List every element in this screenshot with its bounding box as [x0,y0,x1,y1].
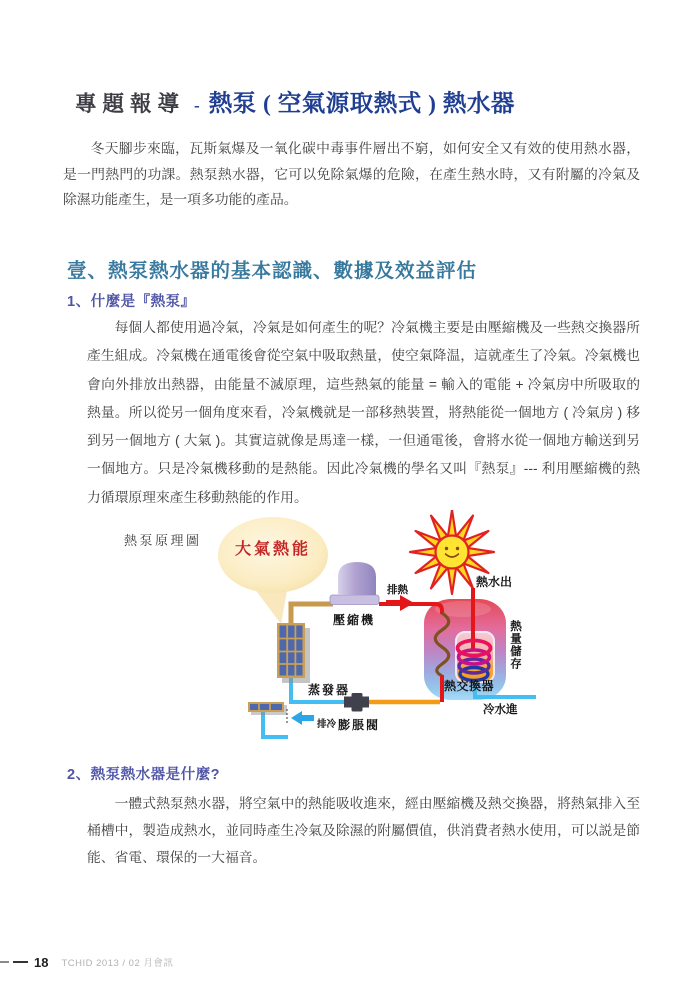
exhaust-heat-arrow [386,595,414,611]
page-header [75,84,515,118]
page-number: 18 [34,954,49,970]
section-heading: 壹、熱泵熱水器的基本認識、數據及效益評估 [67,260,478,282]
auxiliary-panel [248,702,287,715]
atmospheric-heat-label: 大氣熱能 [234,541,311,558]
evaporator-label: 蒸發器 [308,683,351,697]
q2-paragraph: 一體式熱泵熱水器，將空氣中的熱能吸收進來，經由壓縮機及熱交換器，將熱氣排入至桶槽中，製造成熱水，並同時產生冷氣及除濕的附屬價值，供消費者熱水使用，可以説是節能、省電、環保的一大福音。 [87,796,640,865]
q1-paragraph: 每個人都使用過冷氣，冷氣是如何產生的呢？冷氣機主要是由壓縮機及一些熱交換器所產生組成。冷氣機在通電後會從空氣中吸取熱量，使空氣降温，這就產生了冷氣。冷氣機也會向外排放出熱器，由能量不滅原理，這些熱氣的能量 = 輸入的電能 + 冷氣房中所吸取的熱量。所以從另一個角度來看，冷氣機就是一部移熱裝置，將熱能從一個地方 ( 冷氣房 ) 移到另一個地方 ( 大氣 )。其實這就像是馬達一樣，一但通電後，會將水從一個地方輸送到另一個地方。只是冷氣機移動的是熱能。因此冷氣機的學名又叫『熱泵』--- 利用壓縮機的熱力循環原理來產生移動熱能的作用。 [87,320,640,505]
compressor-label: 壓縮機 [333,613,376,627]
footer-rule-thin [0,961,9,963]
subheading-q1: 1、什麼是『熱泵』 [67,294,196,310]
cold-exhaust-pipe [263,712,288,737]
cold-water-in-label: 冷水進 [483,704,518,716]
gold-pipe [291,604,333,624]
heat-storage-label: 熱量儲存 [509,620,521,670]
title-separator: - [194,96,200,115]
heat-exchanger-label: 熱交換器 [444,679,495,693]
exhaust-cold-arrow [291,711,314,725]
evaporator-panel [277,623,310,683]
hot-water-out-label: 熱水出 [476,575,513,589]
heat-pump-diagram [0,510,700,760]
subheading-q2: 2、熱泵熱水器是什麼? [67,767,220,783]
diagram-caption: 熱泵原理圖 [124,533,202,548]
intro-paragraph: 冬天腳步來臨，瓦斯氣爆及一氧化碳中毒事件層出不窮，如何安全又有效的使用熱水器，是一門熱門的功課。熱泵熱水器，它可以免除氣爆的危險，在產生熱水時，又有附屬的冷氣及除濕功能產生，是一項多功能的產品。 [63,141,640,207]
exhaust-heat-label: 排熱 [387,584,408,596]
compressor-shape [330,562,379,605]
article-title: 熱泵 ( 空氣源取熱式 ) 熱水器 [208,91,515,117]
report-category: 專題報導 [75,92,186,116]
page-footer [0,954,173,970]
expansion-valve-label: 膨脹閥 [338,718,381,732]
exhaust-cold-label: 排冷 [317,719,337,730]
issue-label: TCHID 2013 / 02 月會訊 [61,958,174,969]
footer-rule-thick [13,961,28,964]
atmosphere-bubble-shape [218,517,328,624]
